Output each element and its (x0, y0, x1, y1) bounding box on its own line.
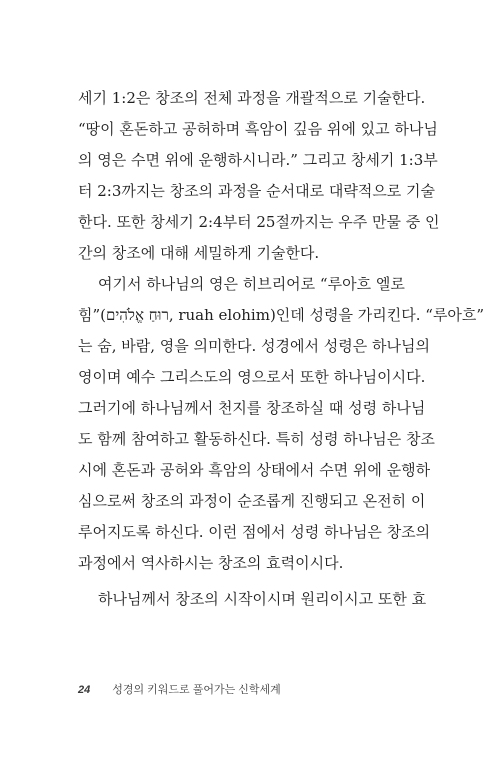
text-line: “땅이 혼돈하고 공허하며 흑암이 깊음 위에 있고 하나님 (78, 120, 438, 138)
text-line: 그러기에 하나님께서 천지를 창조하실 때 성령 하나님 (78, 399, 426, 417)
page-footer (78, 681, 418, 697)
text-line: 한다. 또한 창세기 2:4부터 25절까지는 우주 만물 중 인 (78, 213, 440, 231)
text-line: 터 2:3까지는 창조의 과정을 순서대로 대략적으로 기술 (78, 182, 436, 200)
text-line: 영이며 예수 그리스도의 영으로서 또한 하나님이시다. (78, 368, 426, 386)
page-number: 24 (78, 684, 91, 696)
text-line: 는 숨, 바람, 영을 의미한다. 성경에서 성령은 하나님의 (78, 337, 430, 355)
running-title: 성경의 키워드로 풀어가는 신학세계 (112, 684, 281, 696)
text-line: 간의 창조에 대해 세밀하게 기술한다. (78, 244, 320, 262)
text-line: 도 함께 참여하고 활동하신다. 특히 성령 하나님은 창조 (78, 430, 435, 448)
text-line: 여기서 하나님의 영은 히브리어로 “루아흐 엘로 (98, 275, 405, 293)
text-line: 세기 1:2은 창조의 전체 과정을 개괄적으로 기술한다. (78, 89, 426, 107)
text-line: 루어지도록 하신다. 이런 점에서 성령 하나님은 창조의 (78, 523, 431, 541)
text-line: 하나님께서 창조의 시작이시며 원리이시고 또한 효 (98, 590, 427, 608)
text-line: 심으로써 창조의 과정이 순조롭게 진행되고 온전히 이 (78, 492, 426, 510)
text-line: 의 영은 수면 위에 운행하시니라.” 그리고 창세기 1:3부 (78, 151, 438, 169)
text-line: 과정에서 역사하시는 창조의 효력이시다. (78, 554, 344, 572)
text-line: 힘”(רוּחַ אֱלֹהִים, ruah elohim)인데 성령을 가리킨다. “루아흐” (78, 306, 485, 324)
text-line: 시에 혼돈과 공허와 흑암의 상태에서 수면 위에 운행하 (78, 461, 431, 479)
